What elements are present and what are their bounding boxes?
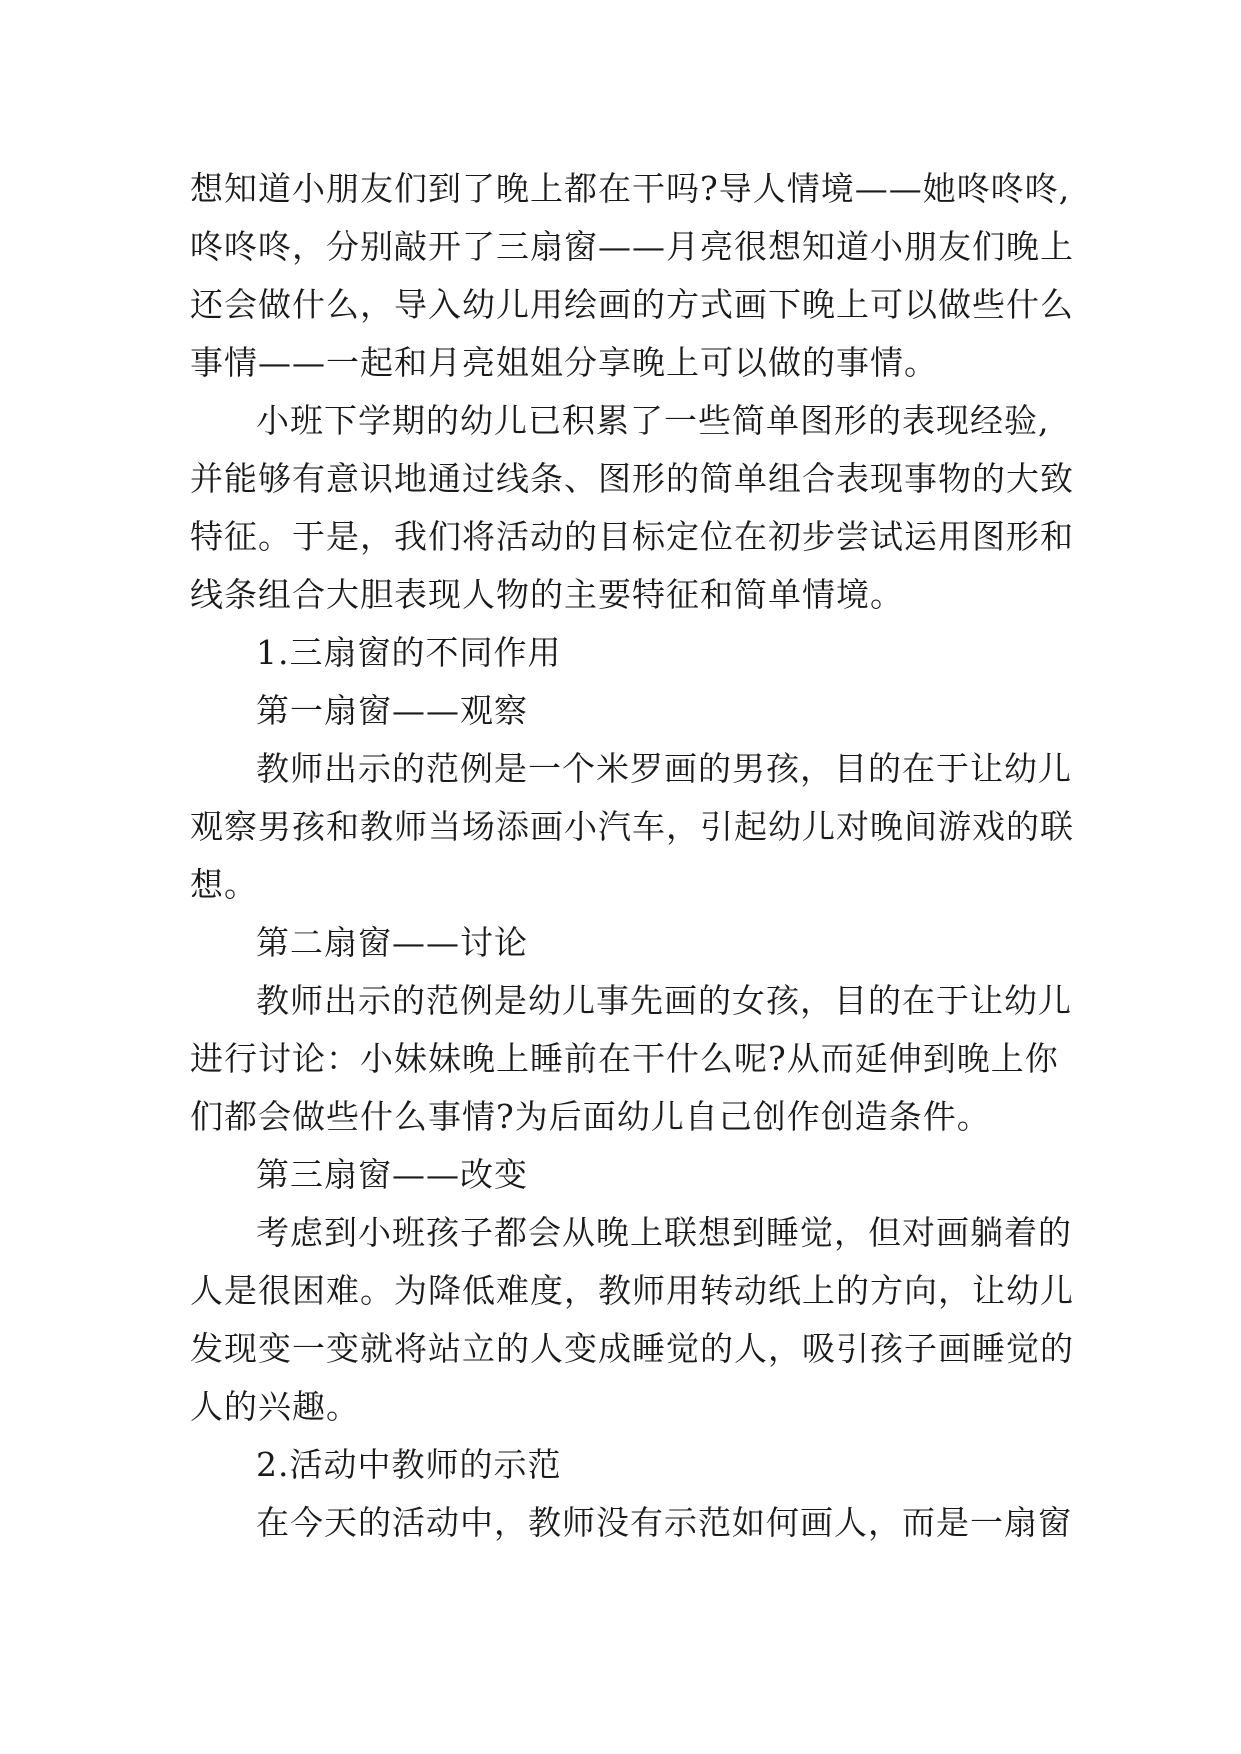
paragraph-first-line: 小班下学期的幼儿已积累了一些简单图形的表现经验, xyxy=(256,401,1050,440)
text-line: 并能够有意识地通过线条、图形的简单组合表现事物的大致 xyxy=(190,459,1074,498)
text-line: 特征。于是，我们将活动的目标定位在初步尝试运用图形和 xyxy=(190,517,1074,556)
text-line: 线条组合大胆表现人物的主要特征和简单情境。 xyxy=(190,575,904,614)
text-line: 人是很困难。为降低难度，教师用转动纸上的方向，让幼儿 xyxy=(190,1271,1074,1310)
paragraph-first-line: 在今天的活动中，教师没有示范如何画人，而是一扇窗 xyxy=(256,1503,1072,1542)
paragraph-first-line: 教师出示的范例是幼儿事先画的女孩，目的在于让幼儿 xyxy=(256,981,1072,1020)
text-line: 事情——一起和月亮姐姐分享晚上可以做的事情。 xyxy=(190,343,938,382)
subsection-heading: 第二扇窗——讨论 xyxy=(256,923,528,962)
text-line: 发现变一变就将站立的人变成睡觉的人，吸引孩子画睡觉的 xyxy=(190,1329,1074,1368)
text-line: 还会做什么，导入幼儿用绘画的方式画下晚上可以做些什么 xyxy=(190,285,1074,324)
document-body xyxy=(190,160,1074,1552)
text-line: 进行讨论：小妹妹晚上睡前在干什么呢?从而延伸到晚上你 xyxy=(190,1039,1059,1078)
subsection-heading: 第三扇窗——改变 xyxy=(256,1155,528,1194)
text-line: 人的兴趣。 xyxy=(190,1387,360,1426)
section-heading: 2.活动中教师的示范 xyxy=(256,1445,562,1484)
text-line: 咚咚咚，分别敲开了三扇窗——月亮很想知道小朋友们晚上 xyxy=(190,227,1074,266)
text-line: 想知道小朋友们到了晚上都在干吗?导人情境——她咚咚咚, xyxy=(190,169,1071,208)
section-heading: 1.三扇窗的不同作用 xyxy=(256,633,562,672)
text-line: 们都会做些什么事情?为后面幼儿自己创作创造条件。 xyxy=(190,1097,991,1136)
paragraph-first-line: 教师出示的范例是一个米罗画的男孩，目的在于让幼儿 xyxy=(256,749,1072,788)
paragraph-first-line: 考虑到小班孩子都会从晚上联想到睡觉，但对画躺着的 xyxy=(256,1213,1072,1252)
text-line: 观察男孩和教师当场添画小汽车，引起幼儿对晚间游戏的联 xyxy=(190,807,1074,846)
subsection-heading: 第一扇窗——观察 xyxy=(256,691,528,730)
text-line: 想。 xyxy=(190,865,258,904)
